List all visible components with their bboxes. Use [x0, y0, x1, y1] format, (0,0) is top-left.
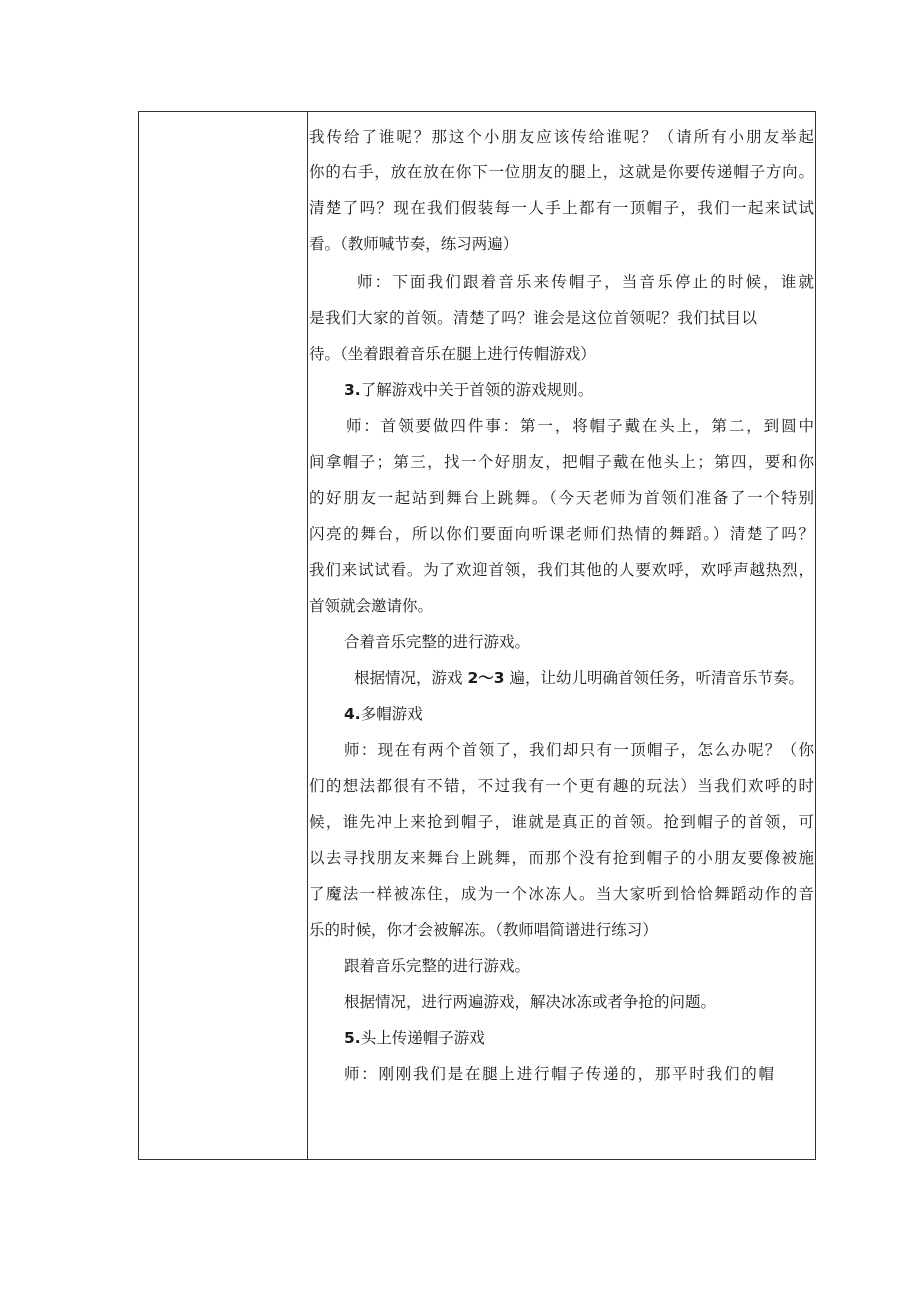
section-title: 多帽游戏 [360, 705, 423, 723]
game-count: 2〜3 [467, 669, 505, 687]
section-number: 3. [344, 381, 361, 399]
paragraph-line: 以去寻找朋友来舞台上跳舞，而那个没有抢到帽子的小朋友要像被施 [309, 849, 814, 867]
table-left-cell [139, 112, 308, 1159]
table-right-cell [309, 112, 815, 1159]
paragraph-line: 清楚了吗？现在我们假装每一人手上都有一顶帽子，我们一起来试试 [309, 199, 814, 217]
section-title: 头上传递帽子游戏 [360, 1029, 485, 1047]
paragraph-line: 师：首领要做四件事：第一，将帽子戴在头上，第二，到圆中 [346, 417, 814, 435]
paragraph-line: 你的右手，放在放在你下一位朋友的腿上，这就是你要传递帽子方向。 [309, 163, 814, 181]
section-number: 4. [344, 705, 361, 723]
paragraph-line: 师：现在有两个首领了，我们却只有一顶帽子，怎么办呢？（你 [344, 741, 814, 759]
section-number: 5. [344, 1029, 361, 1047]
paragraph-line: 根据情况，进行两遍游戏，解决冰冻或者争抢的问题。 [344, 993, 717, 1011]
section-heading-3 [344, 380, 593, 400]
paragraph-line: 是我们大家的首领。清楚了吗？谁会是这位首领呢？我们拭目以 [309, 309, 757, 327]
text-run: 根据情况，游戏 [354, 669, 463, 687]
paragraph-line: 跟着音乐完整的进行游戏。 [344, 957, 531, 975]
section-heading-4 [344, 704, 423, 724]
paragraph-line: 了魔法一样被冻住，成为一个冰冻人。当大家听到恰恰舞蹈动作的音 [309, 885, 814, 903]
paragraph-line: 师：刚刚我们是在腿上进行帽子传递的，那平时我们的帽 [344, 1065, 774, 1083]
paragraph-line: 我传给了谁呢？那这个小朋友应该传给谁呢？（请所有小朋友举起 [309, 128, 814, 146]
paragraph-line: 合着音乐完整的进行游戏。 [344, 633, 531, 651]
paragraph-line: 的好朋友一起站到舞台上跳舞。（今天老师为首领们准备了一个特别 [309, 489, 814, 507]
paragraph-line: 看。（教师喊节奏，练习两遍） [309, 235, 519, 253]
paragraph-line: 间拿帽子；第三，找一个好朋友，把帽子戴在他头上；第四，要和你 [309, 453, 814, 471]
paragraph-line: 首领就会邀请你。 [309, 597, 434, 615]
paragraph-line: 师：下面我们跟着音乐来传帽子，当音乐停止的时候，谁就 [357, 273, 814, 291]
paragraph-line [354, 668, 804, 688]
paragraph-line: 候，谁先冲上来抢到帽子，谁就是真正的首领。抢到帽子的首领，可 [309, 813, 814, 831]
paragraph-line: 我们来试试看。为了欢迎首领，我们其他的人要欢呼，欢呼声越热烈， [309, 561, 814, 579]
paragraph-line: 闪亮的舞台，所以你们要面向听课老师们热情的舞蹈。）清楚了吗？ [309, 525, 814, 543]
section-title: 了解游戏中关于首领的游戏规则。 [360, 381, 594, 399]
text-run: 遍，让幼儿明确首领任务，听清音乐节奏。 [509, 669, 804, 687]
section-heading-5 [344, 1028, 485, 1048]
paragraph-line: 待。（坐着跟着音乐在腿上进行传帽游戏） [309, 345, 596, 363]
paragraph-line: 乐的时候，你才会被解冻。（教师唱简谱进行练习） [309, 921, 658, 939]
paragraph-line: 们的想法都很有不错，不过我有一个更有趣的玩法）当我们欢呼的时 [309, 777, 814, 795]
lesson-table [138, 111, 816, 1160]
